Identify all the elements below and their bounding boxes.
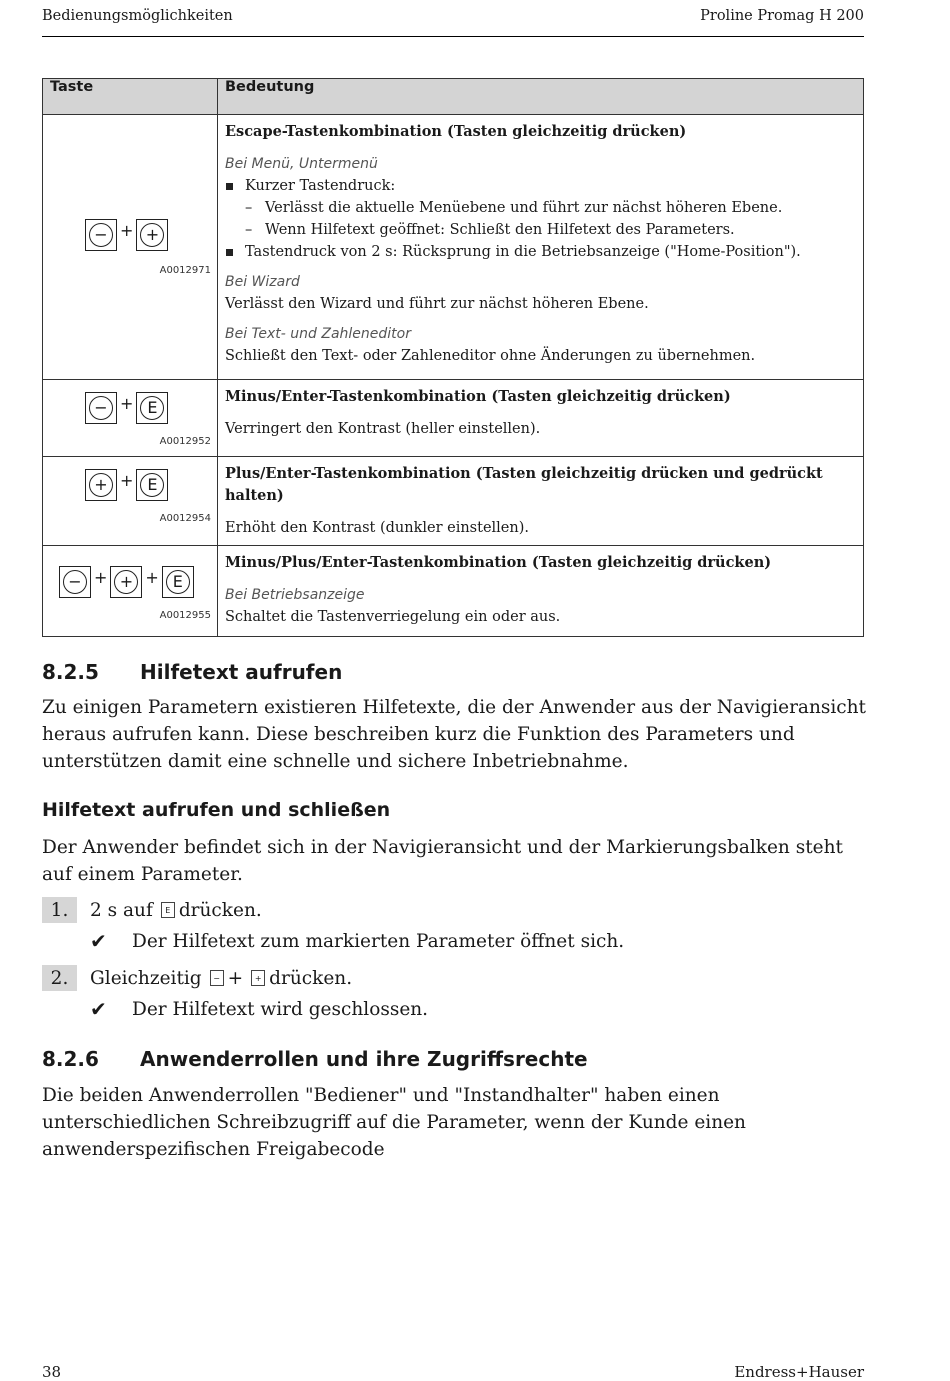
row-title: Minus/Enter-Tastenkombination (Tasten gleichzeitig drücken): [225, 388, 731, 405]
description: Erhöht den Kontrast (dunkler einstellen).: [225, 520, 529, 536]
table-row: [43, 546, 864, 637]
plus-sign: +: [227, 967, 244, 989]
enter-key-icon: E: [136, 469, 168, 501]
plus-key-icon: +: [251, 970, 265, 986]
check-icon: ✔: [90, 929, 107, 953]
result-text: Der Hilfetext zum markierten Parameter öffnet sich.: [132, 930, 625, 952]
section-number: 8.2.6: [42, 1047, 99, 1071]
minus-key-icon: −: [210, 970, 224, 986]
key-combination-table: [42, 78, 864, 637]
plus-sign: +: [120, 470, 134, 490]
step-text: Gleichzeitig: [90, 967, 202, 989]
meaning-cell: [218, 457, 864, 546]
header-product: Proline Promag H 200: [700, 8, 864, 24]
check-icon: ✔: [90, 997, 107, 1021]
plus-sign: +: [120, 220, 134, 240]
list-item: – Wenn Hilfetext geöffnet: Schließt den Hilfetext des Parameters.: [245, 219, 856, 241]
col-header-meaning: Bedeutung: [218, 79, 864, 115]
paragraph: Zu einigen Parametern existieren Hilfetexte, die der Anwender aus der Navigieransicht heraus aufrufen kann. Diese beschreiben kurz die Funktion des Parameters und unterstützen damit eine schnelle und sichere Inbetriebnahme.: [42, 697, 866, 772]
row-title: Escape-Tastenkombination (Tasten gleichzeitig drücken): [225, 123, 687, 140]
figure-code: A0012955: [159, 610, 211, 621]
key-cell: [43, 380, 218, 457]
key-combo-plus-enter: [85, 469, 168, 501]
meaning-cell: [218, 546, 864, 637]
step-text: drücken.: [269, 967, 353, 989]
meaning-cell: [218, 380, 864, 457]
context-label: Bei Betriebsanzeige: [225, 587, 365, 603]
description: Schaltet die Tastenverriegelung ein oder aus.: [225, 609, 561, 625]
step-result: [90, 929, 624, 953]
enter-key-icon: E: [162, 566, 194, 598]
list-item: Tastendruck von 2 s: Rücksprung in die Betriebsanzeige ("Home-Position").: [225, 241, 856, 263]
figure-code: A0012971: [159, 265, 211, 276]
plus-key-icon: +: [136, 219, 168, 251]
section-heading-8-2-5: [42, 660, 342, 684]
enter-key-icon: E: [136, 392, 168, 424]
section-title: Anwenderrollen und ihre Zugriffsrechte: [140, 1047, 588, 1071]
table-row: [43, 380, 864, 457]
figure-code: A0012952: [159, 436, 211, 447]
context-label: Bei Menü, Untermenü: [225, 156, 378, 172]
description: Verringert den Kontrast (heller einstellen).: [225, 421, 541, 437]
enter-key-icon: E: [161, 902, 175, 918]
plus-sign: +: [145, 567, 159, 587]
minus-key-icon: −: [59, 566, 91, 598]
key-cell: [43, 115, 218, 380]
table-row: [43, 457, 864, 546]
step-text: 2 s auf: [90, 899, 153, 921]
minus-key-icon: −: [85, 392, 117, 424]
page-header: [42, 6, 864, 37]
step-1: [42, 897, 262, 923]
key-combo-minus-enter: [85, 392, 168, 424]
key-combo-minus-plus-enter: [59, 566, 194, 598]
step-number: 1.: [42, 897, 77, 923]
key-cell: [43, 457, 218, 546]
list-item: Kurzer Tastendruck: – Verlässt die aktuelle Menüebene und führt zur nächst höheren Ebene. – Wenn Hilfetext geöffnet: Schließt den Hilfetext des Parameters.: [225, 175, 856, 241]
page-number: 38: [42, 1363, 62, 1381]
context-label: Bei Wizard: [225, 274, 300, 290]
key-cell: [43, 546, 218, 637]
description: Schließt den Text- oder Zahleneditor ohne Änderungen zu übernehmen.: [225, 348, 756, 364]
step-2: [42, 965, 352, 991]
step-number: 2.: [42, 965, 77, 991]
key-combo-escape: [85, 219, 168, 251]
plus-key-icon: +: [110, 566, 142, 598]
row-title: Minus/Plus/Enter-Tastenkombination (Tasten gleichzeitig drücken): [225, 554, 772, 571]
list-item: – Verlässt die aktuelle Menüebene und führt zur nächst höheren Ebene.: [245, 197, 856, 219]
description: Verlässt den Wizard und führt zur nächst höheren Ebene.: [225, 296, 649, 312]
step-text: drücken.: [178, 899, 262, 921]
plus-sign: +: [94, 567, 108, 587]
section-title: Hilfetext aufrufen: [140, 660, 343, 684]
paragraph: Der Anwender befindet sich in der Navigieransicht und der Markierungsbalken steht auf einem Parameter.: [42, 837, 843, 885]
minus-key-icon: −: [85, 219, 117, 251]
result-text: Der Hilfetext wird geschlossen.: [132, 998, 429, 1020]
table-header-row: [43, 79, 864, 115]
header-chapter: Bedienungsmöglichkeiten: [42, 8, 233, 24]
table-row: [43, 115, 864, 380]
subheading: Hilfetext aufrufen und schließen: [42, 799, 391, 821]
col-header-key: Taste: [43, 79, 218, 115]
step-result: [90, 997, 428, 1021]
section-number: 8.2.5: [42, 660, 99, 684]
section-heading-8-2-6: [42, 1047, 588, 1071]
context-label: Bei Text- und Zahleneditor: [225, 326, 411, 342]
plus-sign: +: [120, 393, 134, 413]
footer-brand: Endress+Hauser: [734, 1363, 864, 1381]
plus-key-icon: +: [85, 469, 117, 501]
figure-code: A0012954: [159, 513, 211, 524]
paragraph: Die beiden Anwenderrollen "Bediener" und "Instandhalter" haben einen unterschiedlichen Schreibzugriff auf die Parameter, wenn der Kunde einen anwenderspezifischen Freigabecode: [42, 1085, 746, 1160]
row-title: Plus/Enter-Tastenkombination (Tasten gleichzeitig drücken und gedrückt halten): [225, 465, 823, 504]
meaning-cell: [218, 115, 864, 380]
